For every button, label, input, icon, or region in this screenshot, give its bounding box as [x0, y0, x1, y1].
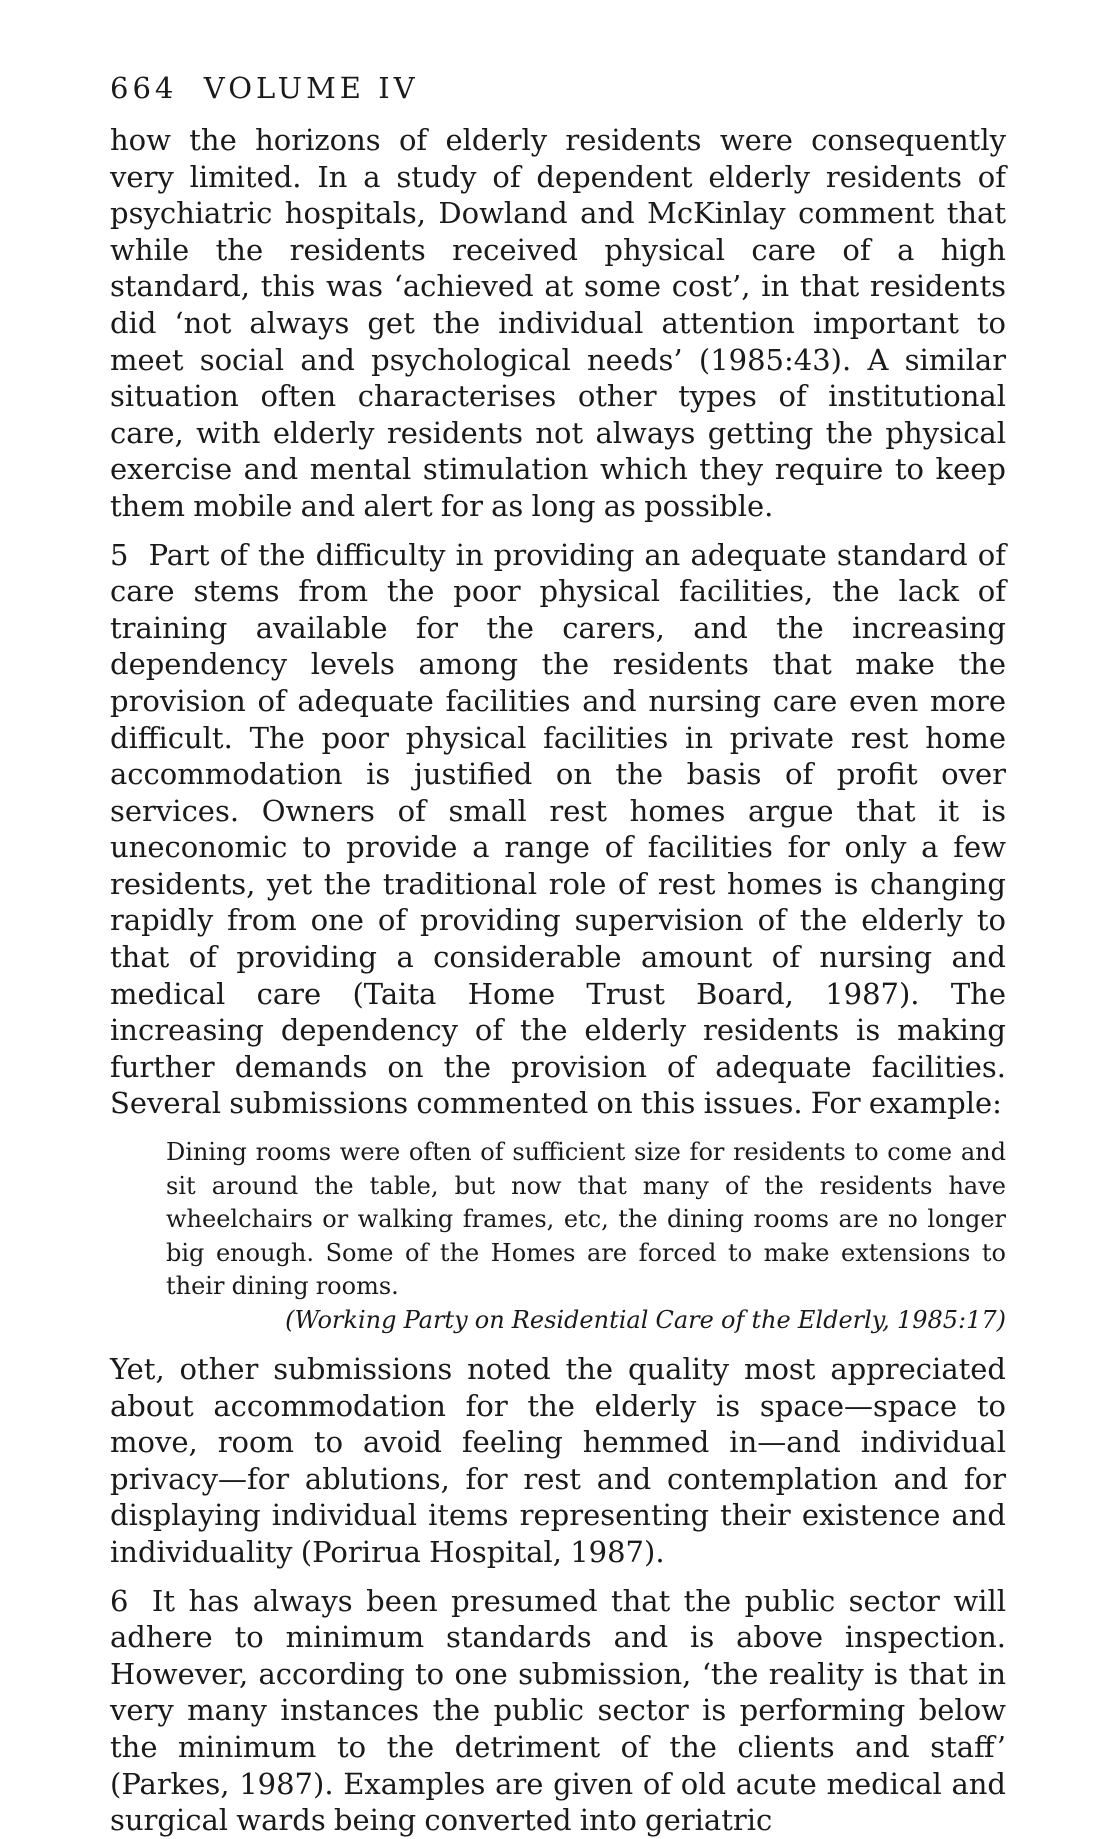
paragraph-number: 6: [110, 1583, 129, 1618]
volume-title: VOLUME IV: [203, 71, 419, 105]
document-page: [110, 68, 1006, 1839]
quote-citation: (Working Party on Residential Care of the Elderly, 1985:17): [285, 1305, 1006, 1334]
paragraph-text: It has always been presumed that the public sector will adhere to minimum standards and is above inspection. However, according to one submission, ‘the reality is that in very many instances the public sector is performing below the minimum to the detriment of the clients and staff’ (Parkes, 1987). Examples are given of old acute medical and surgical wards being converted into geriatric: [110, 1583, 1007, 1838]
quote-text: Dining rooms were often of sufficient size for residents to come and sit around the table, but now that many of the residents have wheelchairs or walking frames, etc, the dining rooms are no longer big enough. Some of the Homes are forced to make extensions to their dining rooms.: [166, 1138, 1006, 1301]
paragraph-6: [110, 1583, 1006, 1839]
paragraph-5: [110, 537, 1006, 1123]
paragraph-text: Part of the difficulty in providing an adequate standard of care stems from the poor physical facilities, the lack of training available for the carers, and the increasing dependency levels among the residents that make the provision of adequate facilities and nursing care even more difficult. The poor physical facilities in private rest home accommodation is justified on the basis of profit over services. Owners of small rest homes argue that it is uneconomic to provide a range of facilities for only a few residents, yet the traditional role of rest homes is changing rapidly from one of providing supervision of the elderly to that of providing a considerable amount of nursing and medical care (Taita Home Trust Board, 1987). The increasing dependency of the elderly residents is making further demands on the provision of adequate facilities. Several submissions commented on this issues. For example:: [110, 537, 1007, 1121]
paragraph-number: 5: [110, 537, 129, 572]
paragraph-continued: how the horizons of elderly residents were consequently very limited. In a study of dependent elderly residents of psychiatric hospitals, Dowland and McKinlay comment that while the residents received physical care of a high standard, this was ‘achieved at some cost’, in that residents did ‘not always get the individual attention important to meet social and psychological needs’ (1985:43). A similar situation often characterises other types of institutional care, with elderly residents not always getting the physical exercise and mental stimulation which they require to keep them mobile and alert for as long as possible.: [110, 123, 1006, 523]
running-head: [110, 68, 1006, 108]
block-quote: [166, 1136, 1006, 1337]
paragraph-yet: Yet, other submissions noted the quality most appreciated about accommodation for the elderly is space—space to move, room to avoid feeling hemmed in—and individual privacy—for ablutions, for rest and contemplation and for displaying individual items representing their existence and individuality (Porirua Hospital, 1987).: [110, 1352, 1006, 1569]
page-number: 664: [110, 71, 178, 105]
